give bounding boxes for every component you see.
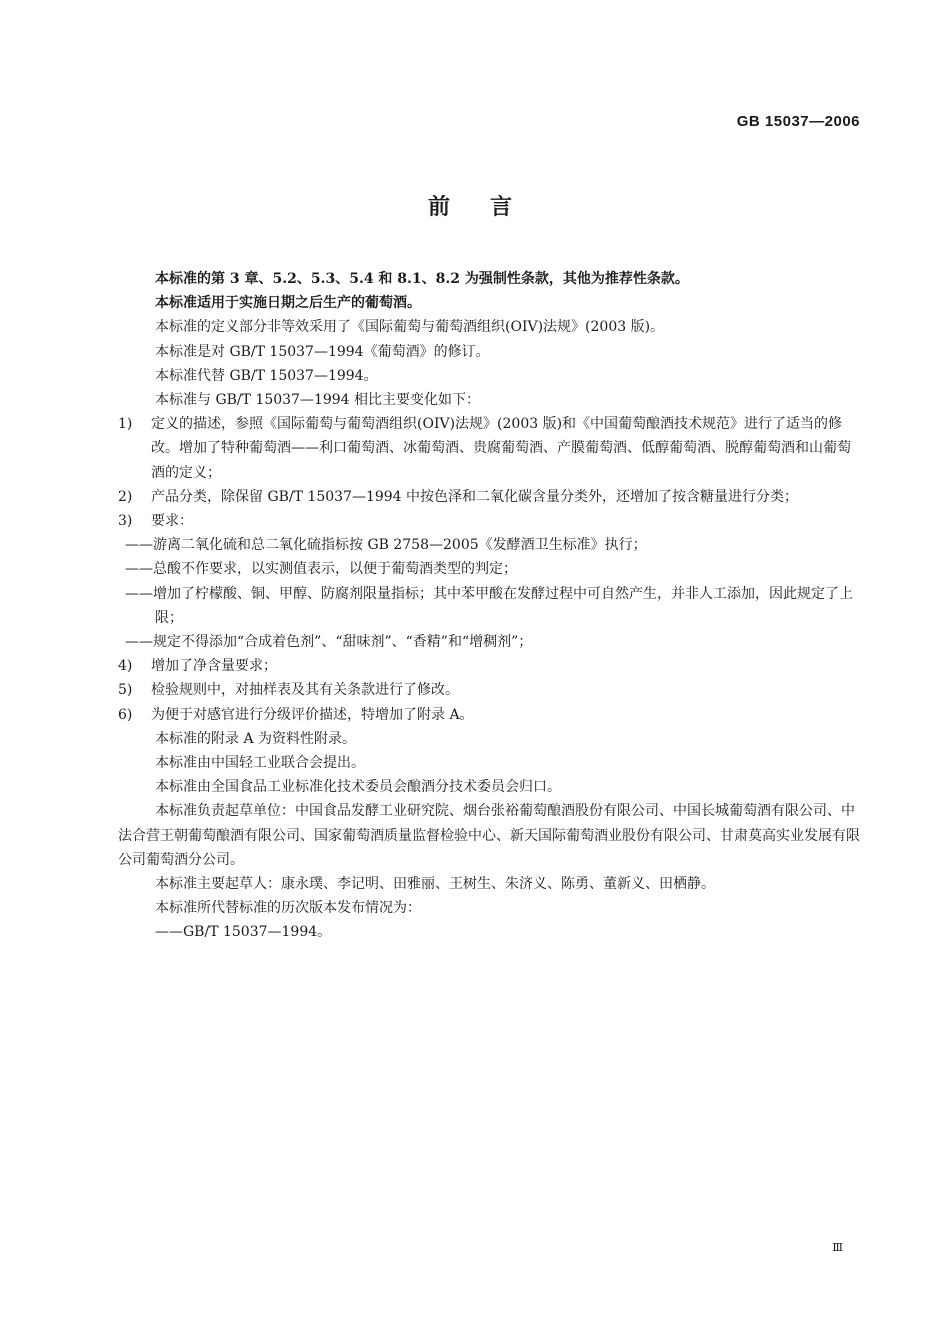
page-title: 前言 <box>427 195 552 220</box>
change-text: 增加了净含量要求； <box>151 658 277 675</box>
requirement-item: ——规定不得添加“合成着色剂”、“甜味剂”、“香精”和“增稠剂”； <box>125 634 533 651</box>
drafting-units-paragraph: 本标准负责起草单位：中国食品发酵工业研究院、烟台张裕葡萄酿酒股份有限公司、中国长城葡萄酒有限公司、中法合营王朝葡萄酿酒有限公司、国家葡萄酒质量监督检验中心、新天国际葡萄酒业股份有限公司、甘肃莫高实业发展有限公司葡萄酒分公司。 <box>118 803 860 868</box>
administrator-paragraph: 本标准由全国食品工业标准化技术委员会酿酒分技术委员会归口。 <box>155 779 561 796</box>
drafters-paragraph: 本标准主要起草人：康永璞、李记明、田雅丽、王树生、朱济义、陈勇、董新义、田栖静。 <box>155 876 715 893</box>
change-number: 1) <box>118 416 133 433</box>
change-item <box>118 654 863 678</box>
change-item <box>118 703 863 727</box>
definition-source-paragraph: 本标准的定义部分非等效采用了《国际葡萄与葡萄酒组织(OIV)法规》(2003 版)。 <box>155 319 665 336</box>
proposer-paragraph: 本标准由中国轻工业联合会提出。 <box>155 755 365 772</box>
page-number: Ⅲ <box>832 1241 844 1254</box>
change-text: 为便于对感官进行分级评价描述，特增加了附录 A。 <box>151 706 474 723</box>
change-item <box>118 412 863 485</box>
change-number: 3) <box>118 513 133 530</box>
applicability-paragraph: 本标准适用于实施日期之后生产的葡萄酒。 <box>155 295 421 312</box>
change-number: 6) <box>118 706 133 723</box>
changes-intro-paragraph: 本标准与 GB/T 15037—1994 相比主要变化如下： <box>155 392 481 409</box>
standard-number: GB 15037—2006 <box>736 113 860 130</box>
change-item <box>118 509 863 533</box>
revision-paragraph: 本标准是对 GB/T 15037—1994《葡萄酒》的修订。 <box>155 343 490 360</box>
history-intro-paragraph: 本标准所代替标准的历次版本发布情况为： <box>155 900 421 917</box>
change-number: 4) <box>118 658 133 675</box>
change-text: 产品分类，除保留 GB/T 15037—1994 中按色泽和二氧化碳含量分类外，还增加了按含糖量进行分类； <box>151 488 799 505</box>
change-item <box>118 678 863 702</box>
mandatory-clauses-paragraph: 本标准的第 3 章、5.2、5.3、5.4 和 8.1、8.2 为强制性条款，其他为推荐性条款。 <box>155 271 689 287</box>
requirement-item: ——游离二氧化硫和总二氧化硫指标按 GB 2758—2005《发酵酒卫生标准》执行； <box>125 537 647 554</box>
requirement-item: ——增加了柠檬酸、铜、甲醇、防腐剂限量指标；其中苯甲酸在发酵过程中可自然产生，并非人工添加，因此规定了上限； <box>125 585 853 626</box>
history-item: ——GB/T 15037—1994。 <box>155 924 332 941</box>
change-text: 检验规则中，对抽样表及其有关条款进行了修改。 <box>151 682 459 699</box>
change-item <box>118 485 863 509</box>
requirement-item: ——总酸不作要求，以实测值表示，以便于葡萄酒类型的判定； <box>125 561 517 578</box>
foreword-body <box>118 267 863 945</box>
replacement-paragraph: 本标准代替 GB/T 15037—1994。 <box>155 367 378 384</box>
change-text: 定义的描述，参照《国际葡萄与葡萄酒组织(OIV)法规》(2003 版)和《中国葡萄酿酒技术规范》进行了适当的修改。增加了特种葡萄酒——利口葡萄酒、冰葡萄酒、贵腐葡萄酒、产膜葡萄酒、低醇葡萄酒、脱醇葡萄酒和山葡萄酒的定义； <box>151 416 851 481</box>
change-text: 要求： <box>151 513 193 530</box>
change-number: 2) <box>118 488 133 505</box>
change-number: 5) <box>118 682 133 699</box>
annex-paragraph: 本标准的附录 A 为资料性附录。 <box>155 730 357 747</box>
